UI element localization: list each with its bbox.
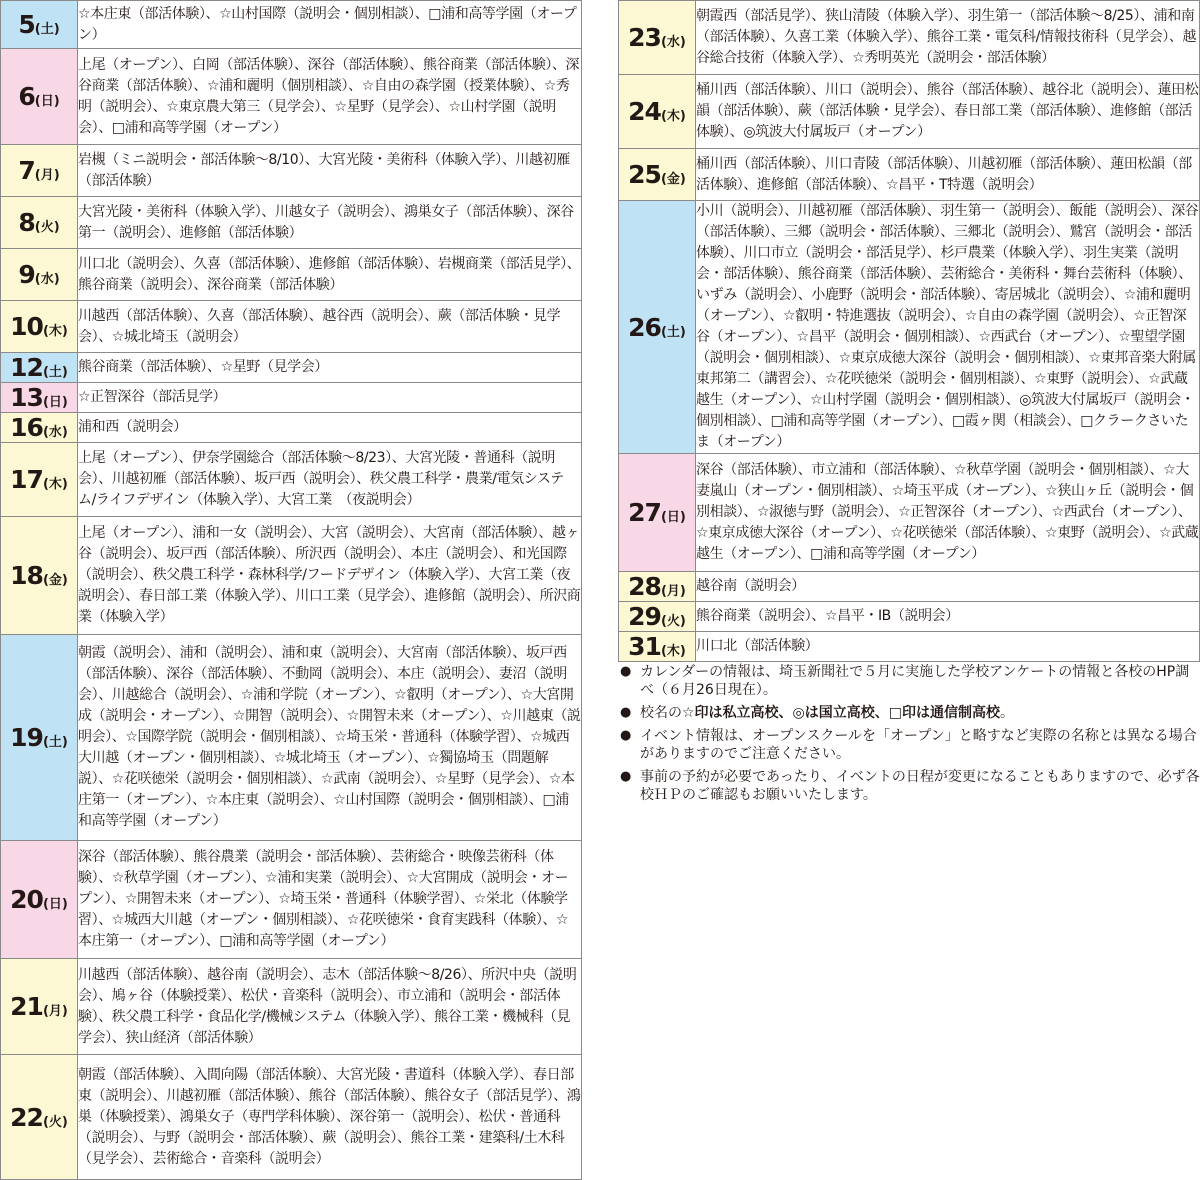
date-cell (1, 301, 78, 353)
date-cell (1, 841, 78, 959)
date-cell (1, 1, 78, 49)
events-cell: 熊谷商業（部活体験）、☆星野（見学会） (78, 353, 582, 383)
date-number: 19 (10, 723, 43, 752)
calendar-row (1, 353, 582, 383)
events-cell: 浦和西（説明会） (78, 413, 582, 443)
date-cell (1, 1055, 78, 1180)
calendar-row (619, 454, 1200, 572)
weekday-label: (金) (42, 573, 68, 588)
calendar-row (1, 301, 582, 353)
date-cell (1, 249, 78, 301)
events-cell: 上尾（オープン）、伊奈学園総合（部活体験～8/23）、大宮光陵・普通科（説明会）、川越初雁（部活体験）、坂戸西（説明会）、秩父農工科学・農業/電気システム/ライフデザイン（体験入学）、大宮工業 （夜説明会） (78, 443, 582, 517)
events-cell: 深谷（部活体験）、熊谷農業（説明会・部活体験）、芸術総合・映像芸術科（体験）、☆秋草学園（オープン）、☆浦和実業（説明会）、☆大宮開成（説明会・オープン）、☆開智未来（オープン）、☆埼玉栄・普通科（体験学習）、☆栄北（体験学習）、☆城西大川越（オープン・個別相談）、☆花咲徳栄・食育実践科（体験）、☆本庄第一（オープン）、□浦和高等学園（オープン） (78, 841, 582, 959)
calendar-row (1, 517, 582, 635)
events-cell: 桶川西（部活体験）、川口青陵（部活体験）、川越初雁（部活体験）、蓮田松韻（部活体験）、進修館（部活体験）、☆昌平・T特選（説明会） (696, 149, 1200, 201)
date-cell (619, 75, 696, 149)
date-cell (1, 197, 78, 249)
calendar-left-column (0, 0, 582, 1180)
date-number: 22 (10, 1102, 43, 1132)
date-number: 12 (10, 353, 43, 382)
note-item (618, 704, 1200, 722)
date-cell (1, 383, 78, 413)
calendar-row (619, 201, 1200, 454)
date-number: 9 (18, 260, 35, 289)
bullet-icon: ● (620, 705, 632, 720)
weekday-label: (木) (42, 477, 68, 492)
date-number: 21 (10, 992, 43, 1021)
note-item (618, 727, 1200, 763)
date-cell (619, 602, 696, 632)
calendar-row (1, 49, 582, 145)
calendar-table-left (0, 0, 582, 1180)
calendar-row (1, 841, 582, 959)
weekday-label: (火) (34, 220, 60, 235)
events-cell: 川口北（説明会）、久喜（部活体験）、進修館（部活体験）、岩槻商業（部活見学）、熊谷商業（説明会）、深谷商業（部活体験） (78, 249, 582, 301)
date-cell (1, 353, 78, 383)
weekday-label: (火) (42, 1114, 68, 1130)
date-number: 7 (18, 156, 35, 185)
date-number: 24 (628, 97, 661, 126)
date-cell (619, 572, 696, 602)
date-number: 16 (10, 413, 43, 442)
bullet-icon: ● (620, 769, 632, 784)
date-number: 28 (628, 572, 661, 601)
calendar-right-column (618, 0, 1200, 662)
date-number: 29 (628, 602, 661, 631)
weekday-label: (月) (660, 584, 686, 599)
events-cell: 岩槻（ミニ説明会・部活体験～8/10）、大宮光陵・美術科（体験入学）、川越初雁（部活体験） (78, 145, 582, 197)
date-cell (619, 454, 696, 572)
date-number: 6 (18, 82, 35, 111)
note-text: カレンダーの情報は、埼玉新聞社で５月に実施した学校アンケートの情報と各校のHP調べ（６月26日現在）。 (640, 664, 1190, 698)
calendar-row (1, 959, 582, 1055)
note-emphasis: ☆印は私立高校、◎は国立高校、□印は通信制高校 (682, 705, 1000, 721)
calendar-row (619, 632, 1200, 662)
date-cell (619, 201, 696, 454)
bullet-icon: ● (620, 728, 632, 743)
events-cell: ☆本庄東（部活体験）、☆山村国際（説明会・個別相談）、□浦和高等学園（オープン） (78, 1, 582, 49)
calendar-row (1, 1055, 582, 1180)
weekday-label: (水) (660, 35, 686, 50)
events-cell: 大宮光陵・美術科（体験入学）、川越女子（説明会）、鴻巣女子（部活体験）、深谷第一（説明会）、進修館（部活体験） (78, 197, 582, 249)
calendar-row (1, 197, 582, 249)
weekday-label: (土) (660, 324, 686, 340)
calendar-row (1, 635, 582, 841)
note-text: 。 (1000, 705, 1014, 721)
date-cell (1, 49, 78, 145)
weekday-label: (土) (42, 365, 68, 380)
date-cell (1, 443, 78, 517)
date-number: 31 (628, 632, 661, 661)
weekday-label: (金) (660, 172, 686, 187)
calendar-table-right (618, 0, 1200, 662)
weekday-label: (月) (42, 1004, 68, 1019)
calendar-row (619, 1, 1200, 75)
events-cell: 越谷南（説明会） (696, 572, 1200, 602)
events-cell: 深谷（部活体験）、市立浦和（部活体験）、☆秋草学園（説明会・個別相談）、☆大妻嵐山（オープン・個別相談）、☆埼玉平成（オープン）、☆狭山ヶ丘（説明会・個別相談）、☆淑徳与野（説明会）、☆正智深谷（オープン）、☆西武台（オープン）、☆東京成徳大深谷（オープン）、☆花咲徳栄（部活体験）、☆東野（説明会）、☆武蔵越生（オープン）、□浦和高等学園（オープン） (696, 454, 1200, 572)
events-cell: 小川（説明会）、川越初雁（部活体験）、羽生第一（説明会）、飯能（説明会）、深谷（部活体験）、三郷（説明会・部活体験）、三郷北（説明会）、鷲宮（説明会・部活体験）、川口市立（説明会・部活見学）、杉戸農業（体験入学）、羽生実業（説明会・部活体験）、熊谷商業（部活体験）、芸術総合・美術科・舞台芸術科（体験）、いずみ（説明会）、小鹿野（説明会・部活体験）、寄居城北（説明会）、☆浦和麗明（オープン）、☆叡明・特進選抜（説明会）、☆自由の森学園（説明会）、☆正智深谷（オープン）、☆昌平（説明会・個別相談）、☆西武台（オープン）、☆聖望学園（説明会・個別相談）、☆東京成徳大深谷（説明会・個別相談）、☆東邦音楽大附属東邦第二（講習会）、☆花咲徳栄（説明会・個別相談）、☆東野（説明会）、☆武蔵越生（オープン）、☆山村学園（説明会・個別相談）、◎筑波大付属坂戸（説明会・個別相談）、□浦和高等学園（オープン）、□霞ヶ関（相談会）、□クラークさいたま（オープン） (696, 201, 1200, 454)
weekday-label: (日) (42, 395, 68, 410)
notes-section (618, 663, 1200, 809)
events-cell: 朝霞西（部活見学）、狭山清陵（体験入学）、羽生第一（部活体験～8/25）、浦和南（部活体験）、久喜工業（体験入学）、熊谷工業・電気科/情報技術科（見学会）、越谷総合技術（体験入学）、☆秀明英光（説明会・部活体験） (696, 1, 1200, 75)
calendar-row (619, 602, 1200, 632)
weekday-label: (木) (660, 109, 686, 124)
calendar-row (619, 572, 1200, 602)
calendar-row (1, 249, 582, 301)
date-cell (1, 413, 78, 443)
weekday-label: (木) (660, 644, 686, 659)
date-number: 20 (10, 885, 43, 914)
date-cell (1, 145, 78, 197)
date-number: 27 (628, 498, 661, 527)
weekday-label: (木) (42, 324, 68, 339)
note-item (618, 768, 1200, 804)
date-cell (619, 632, 696, 662)
note-item (618, 663, 1200, 699)
date-cell (619, 1, 696, 75)
date-number: 25 (628, 160, 661, 189)
date-number: 18 (10, 561, 43, 590)
events-cell: ☆正智深谷（部活見学） (78, 383, 582, 413)
weekday-label: (日) (660, 510, 686, 525)
weekday-label: (日) (42, 897, 68, 912)
note-text: 事前の予約が必要であったり、イベントの日程が変更になることもありますので、必ず各校ＨＰのご確認もお願いいたします。 (640, 769, 1200, 803)
date-cell (1, 635, 78, 841)
date-number: 5 (18, 10, 35, 39)
date-number: 17 (10, 465, 43, 494)
calendar-row (619, 149, 1200, 201)
weekday-label: (土) (42, 735, 68, 750)
events-cell: 川口北（部活体験） (696, 632, 1200, 662)
date-cell (619, 149, 696, 201)
date-cell (1, 959, 78, 1055)
date-number: 23 (628, 23, 661, 52)
events-cell: 朝霞（部活体験）、入間向陽（部活体験）、大宮光陵・書道科（体験入学）、春日部東（説明会）、川越初雁（部活体験）、熊谷（部活体験）、熊谷女子（部活見学）、鴻巣（体験授業）、鴻巣女子（専門学科体験）、深谷第一（説明会）、松伏・普通科（説明会）、与野（説明会・部活体験）、蕨（説明会）、熊谷工業・建築科/土木科（見学会）、芸術総合・音楽科（説明会） (78, 1055, 582, 1180)
events-cell: 熊谷商業（説明会）、☆昌平・IB（説明会） (696, 602, 1200, 632)
events-cell: 川越西（部活体験）、越谷南（説明会）、志木（部活体験～8/26）、所沢中央（説明会）、鳩ヶ谷（体験授業）、松伏・音楽科（説明会）、市立浦和（説明会・部活体験）、秩父農工科学・食品化学/機械システム（体験入学）、熊谷工業・機械科（見学会）、狭山経済（部活体験） (78, 959, 582, 1055)
events-cell: 朝霞（説明会）、浦和（説明会）、浦和東（説明会）、大宮南（部活体験）、坂戸西（部活体験）、深谷（部活体験）、不動岡（説明会）、本庄（説明会）、妻沼（説明会）、川越総合（説明会）、☆浦和学院（オープン）、☆叡明（オープン）、☆大宮開成（説明会・オープン）、☆開智（説明会）、☆開智未来（オープン）、☆川越東（説明会）、☆国際学院（説明会・個別相談）、☆埼玉栄・普通科（体験学習）、☆城西大川越（オープン・個別相談）、☆城北埼玉（オープン）、☆獨協埼玉（問題解説）、☆花咲徳栄（説明会・個別相談）、☆武南（説明会）、☆星野（見学会）、☆本庄第一（オープン）、☆本庄東（説明会）、☆山村国際（説明会・個別相談）、□浦和高等学園（オープン） (78, 635, 582, 841)
weekday-label: (月) (34, 168, 60, 183)
note-text: 校名の (640, 705, 682, 721)
calendar-row (1, 413, 582, 443)
date-number: 8 (18, 208, 35, 237)
calendar-row (1, 145, 582, 197)
events-cell: 上尾（オープン）、浦和一女（説明会）、大宮（説明会）、大宮南（部活体験）、越ヶ谷（説明会）、坂戸西（部活体験）、所沢西（説明会）、本庄（説明会）、和光国際（説明会）、秩父農工科学・森林科学/フードデザイン（体験入学）、大宮工業（夜説明会）、春日部工業（体験入学）、川口工業（見学会）、進修館（説明会）、所沢商業（体験入学） (78, 517, 582, 635)
events-cell: 桶川西（部活体験）、川口（説明会）、熊谷（部活体験）、越谷北（説明会）、蓮田松韻（部活体験）、蕨（部活体験・見学会）、春日部工業（部活体験）、進修館（部活体験）、◎筑波大付属坂戸（オープン） (696, 75, 1200, 149)
calendar-row (619, 75, 1200, 149)
date-number: 26 (628, 312, 661, 342)
bullet-icon: ● (620, 664, 632, 679)
weekday-label: (水) (42, 425, 68, 440)
weekday-label: (土) (34, 22, 60, 37)
weekday-label: (日) (34, 94, 60, 109)
events-cell: 川越西（部活体験）、久喜（部活体験）、越谷西（説明会）、蕨（部活体験・見学会）、☆城北埼玉（説明会） (78, 301, 582, 353)
weekday-label: (火) (660, 614, 686, 629)
note-text: イベント情報は、オープンスクールを「オープン」と略すなど実際の名称とは異なる場合がありますのでご注意ください。 (640, 728, 1197, 762)
events-cell: 上尾（オープン）、白岡（部活体験）、深谷（部活体験）、熊谷商業（部活体験）、深谷商業（部活体験）、☆浦和麗明（個別相談）、☆自由の森学園（授業体験）、☆秀明（説明会）、☆東京農大第三（見学会）、☆星野（見学会）、☆山村学園（説明会）、□浦和高等学園（オープン） (78, 49, 582, 145)
calendar-row (1, 383, 582, 413)
date-cell (1, 517, 78, 635)
calendar-row (1, 1, 582, 49)
weekday-label: (水) (34, 272, 60, 287)
calendar-row (1, 443, 582, 517)
date-number: 13 (10, 383, 43, 412)
date-number: 10 (10, 312, 43, 341)
